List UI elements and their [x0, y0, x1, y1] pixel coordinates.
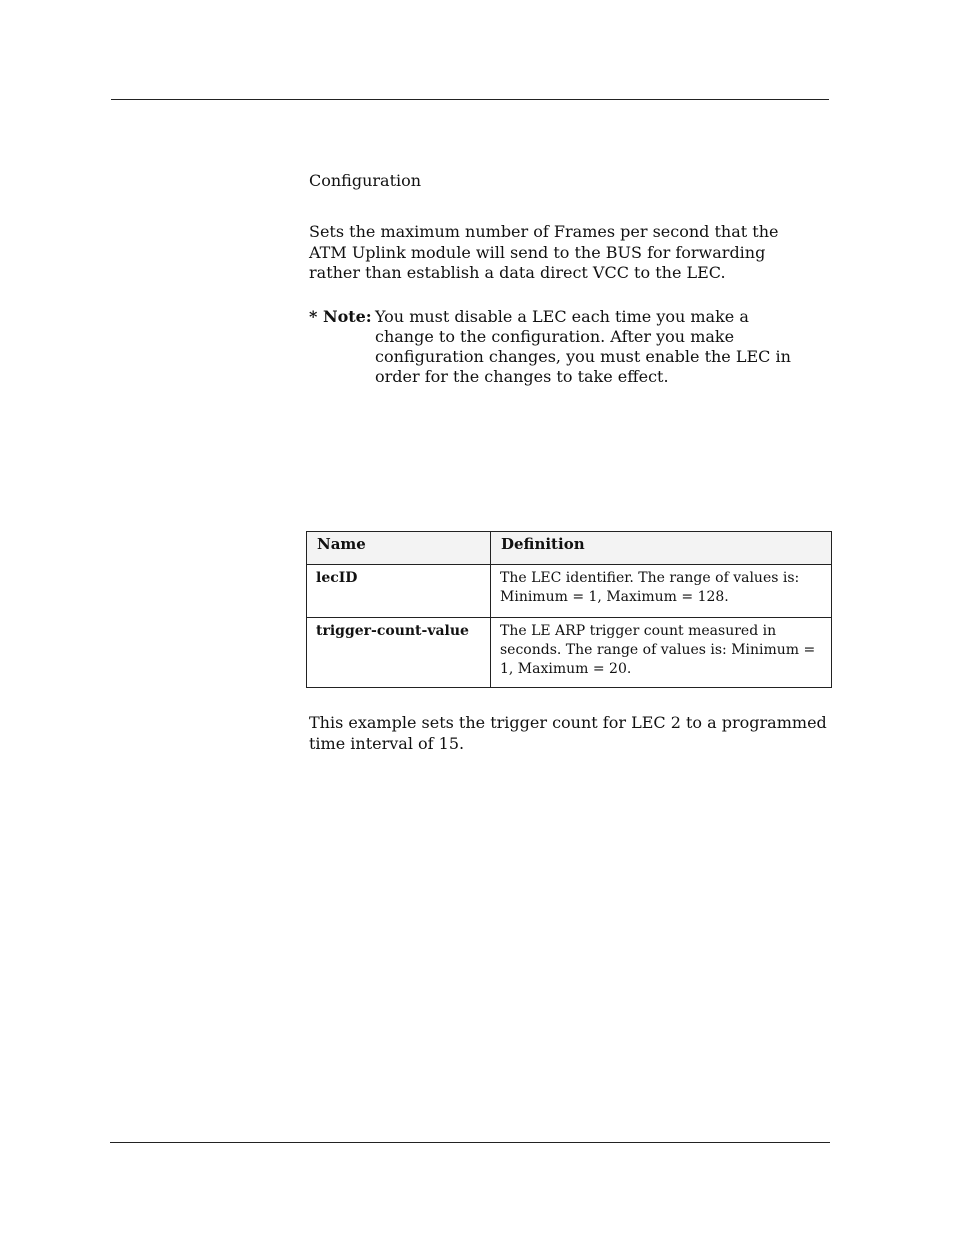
- table-row: [307, 565, 832, 618]
- parameter-name: lecID: [307, 565, 491, 618]
- example-text: This example sets the trigger count for LEC 2 to a programmed time interval of 15.: [309, 713, 827, 753]
- table-header-row: [307, 532, 832, 565]
- column-header-definition: Definition: [491, 532, 832, 565]
- note-block: [309, 307, 809, 387]
- header-rule: [111, 99, 829, 100]
- column-header-name: Name: [307, 532, 491, 565]
- parameter-definition: The LEC identifier. The range of values is: Minimum = 1, Maximum = 128.: [491, 565, 832, 618]
- note-label: * Note:: [309, 307, 372, 326]
- footer-rule: [110, 1142, 830, 1143]
- parameter-definition: The LE ARP trigger count measured in seconds. The range of values is: Minimum = 1, Maximum = 20.: [491, 618, 832, 688]
- parameter-table: [306, 531, 832, 688]
- parameter-name: trigger-count-value: [307, 618, 491, 688]
- description-text: Sets the maximum number of Frames per second that the ATM Uplink module will send to the BUS for forwarding rather than establish a data direct VCC to the LEC.: [309, 222, 779, 282]
- mode-text: Configuration: [309, 171, 422, 190]
- table-row: [307, 618, 832, 688]
- note-text: You must disable a LEC each time you make a change to the configuration. After you make configuration changes, you must enable the LEC in order for the changes to take effect.: [375, 307, 791, 386]
